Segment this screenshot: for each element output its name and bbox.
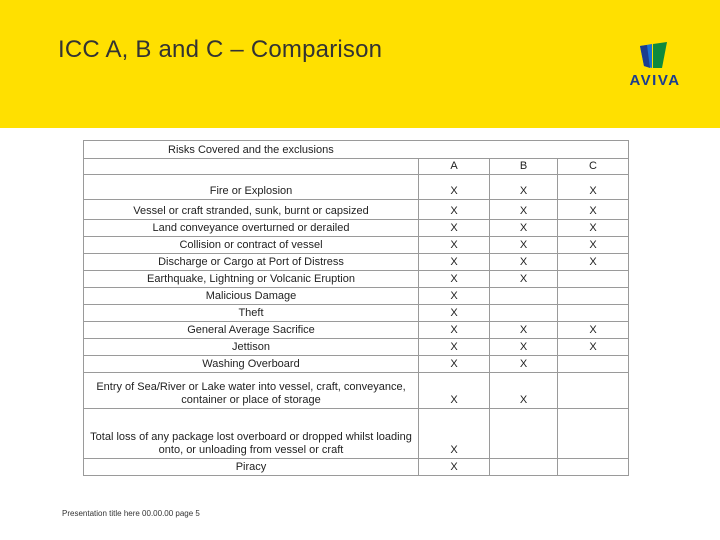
cell-a: X [419,200,490,220]
aviva-logo-text: AVIVA [629,72,681,89]
risk-label-cell: Discharge or Cargo at Port of Distress [84,254,419,271]
risk-label-cell: Earthquake, Lightning or Volcanic Eruption [84,271,419,288]
header-risk-cell [84,159,419,175]
cell-b [490,409,558,459]
cell-b [490,305,558,322]
table-row [84,175,629,200]
cell-a: X [419,305,490,322]
cell-a: X [419,271,490,288]
cell-c [558,356,629,373]
cell-c: X [558,200,629,220]
table-row [84,322,629,339]
table-row [84,356,629,373]
table-row [84,254,629,271]
cell-c [558,373,629,409]
cell-b: X [490,254,558,271]
cell-a: X [419,339,490,356]
cell-c: X [558,220,629,237]
cell-a: X [419,459,490,476]
risk-label-cell: Theft [84,305,419,322]
cell-c: X [558,322,629,339]
cell-b: X [490,175,558,200]
column-header-b: B [490,159,558,175]
cell-b [490,459,558,476]
table-row [84,409,629,459]
caption-row [84,141,629,159]
cell-a: X [419,373,490,409]
header-row [84,159,629,175]
cell-c: X [558,339,629,356]
cell-a: X [419,175,490,200]
cell-c [558,288,629,305]
footer-text: Presentation title here 00.00.00 page 5 [62,509,200,518]
cell-b: X [490,237,558,254]
cell-a: X [419,356,490,373]
risk-label-cell: Piracy [84,459,419,476]
cell-c: X [558,175,629,200]
cell-c: X [558,237,629,254]
table-row [84,237,629,254]
table-row [84,288,629,305]
risk-label-cell: Total loss of any package lost overboard or dropped whilst loading onto, or unloading from vessel or craft [84,409,419,459]
risk-label-cell: Fire or Explosion [84,175,419,200]
cell-c [558,271,629,288]
cell-a: X [419,322,490,339]
cell-b: X [490,271,558,288]
header-banner [0,0,720,128]
table-row [84,220,629,237]
column-header-a: A [419,159,490,175]
cell-a: X [419,409,490,459]
risk-label-cell: Land conveyance overturned or derailed [84,220,419,237]
risk-label-cell: Collision or contract of vessel [84,237,419,254]
cell-c [558,409,629,459]
cell-a: X [419,237,490,254]
cell-b [490,288,558,305]
table-row [84,305,629,322]
risk-label-cell: General Average Sacrifice [84,322,419,339]
risk-label-cell: Washing Overboard [84,356,419,373]
page-title: ICC A, B and C – Comparison [58,36,383,63]
table-row [84,271,629,288]
column-header-c: C [558,159,629,175]
cell-b: X [490,373,558,409]
cell-c: X [558,254,629,271]
risk-label-cell: Entry of Sea/River or Lake water into vessel, craft, conveyance, container or place of storage [84,373,419,409]
table-row [84,200,629,220]
cell-a: X [419,288,490,305]
table-row [84,373,629,409]
cell-b: X [490,356,558,373]
cell-b: X [490,322,558,339]
table-row [84,339,629,356]
cell-c [558,459,629,476]
cell-c [558,305,629,322]
risk-label-cell: Jettison [84,339,419,356]
cell-a: X [419,220,490,237]
risk-label-cell: Vessel or craft stranded, sunk, burnt or capsized [84,200,419,220]
aviva-logo-mark-icon [622,40,688,72]
cell-b: X [490,220,558,237]
cell-b: X [490,200,558,220]
cell-b: X [490,339,558,356]
risk-label-cell: Malicious Damage [84,288,419,305]
table-caption: Risks Covered and the exclusions [84,141,629,159]
comparison-table [83,140,629,476]
table-row [84,459,629,476]
cell-a: X [419,254,490,271]
aviva-logo [622,40,688,92]
